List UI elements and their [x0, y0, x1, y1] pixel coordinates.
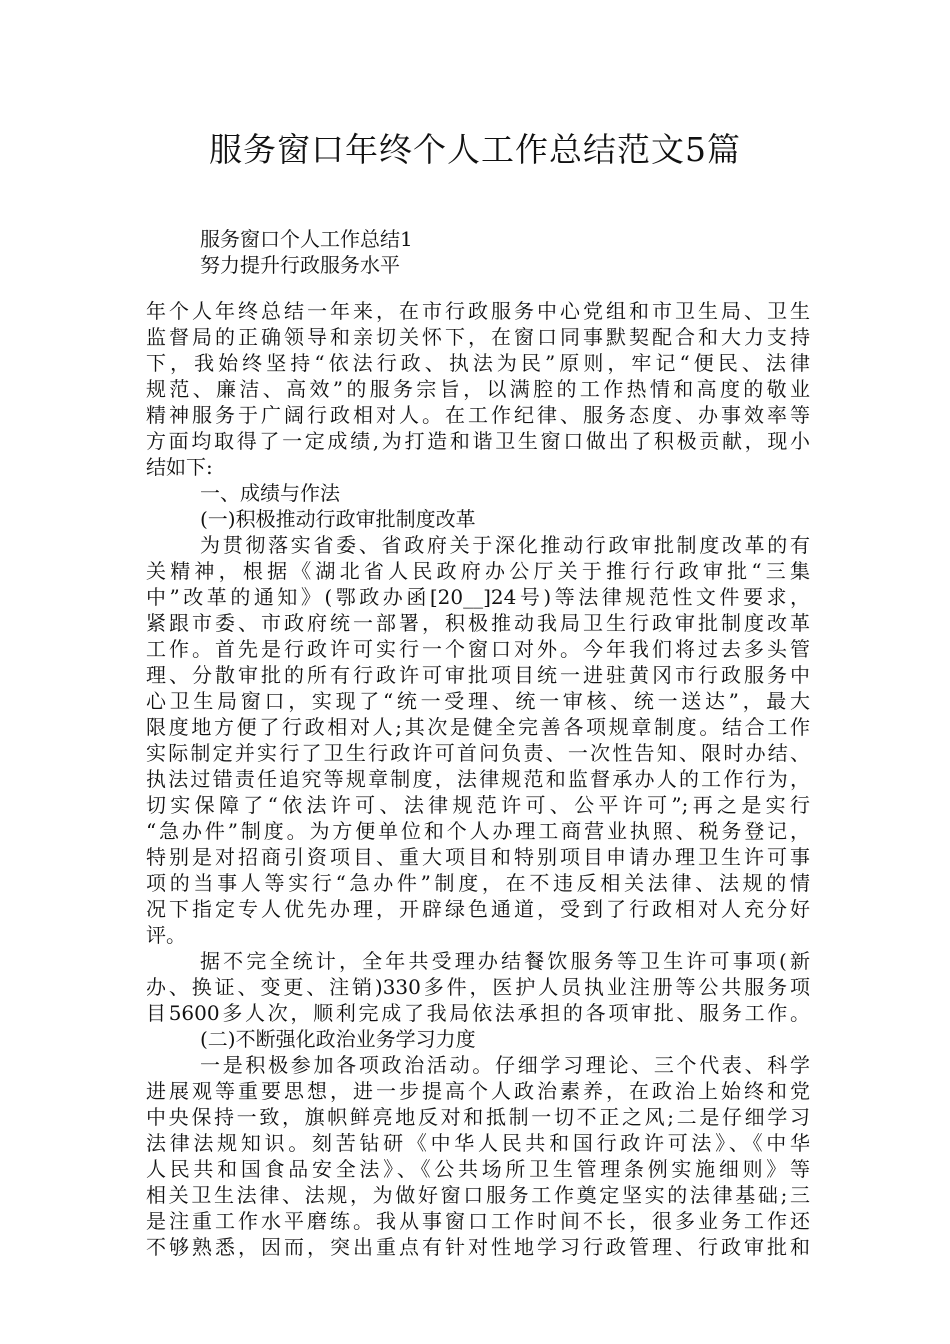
body-line: 一、成绩与作法	[200, 481, 340, 505]
body-line: 目5600多人次，顺利完成了我局依法承担的各项审批、服务工作。	[146, 1001, 810, 1025]
body-line: 监督局的正确领导和亲切关怀下，在窗口同事默契配合和大力支持	[146, 325, 810, 349]
body-line: 况下指定专人优先办理，开辟绿色通道，受到了行政相对人充分好	[146, 897, 810, 921]
body-line: 结如下:	[146, 455, 213, 479]
body-line: 规范、廉洁、高效”的服务宗旨，以满腔的工作热情和高度的敬业	[146, 377, 810, 401]
body-line: 限度地方便了行政相对人;其次是健全完善各项规章制度。结合工作	[146, 715, 810, 739]
body-line: 为贯彻落实省委、省政府关于深化推动行政审批制度改革的有	[200, 533, 810, 557]
body-line: 中”改革的通知》(鄂政办函[20__]24号)等法律规范性文件要求，	[146, 585, 810, 609]
body-line: 一是积极参加各项政治活动。仔细学习理论、三个代表、科学	[200, 1053, 810, 1077]
body-line: 人民共和国食品安全法》、《公共场所卫生管理条例实施细则》等	[146, 1157, 810, 1181]
body-line: 评。	[146, 923, 186, 947]
body-line: 心卫生局窗口，实现了“统一受理、统一审核、统一送达”，最大	[146, 689, 810, 713]
body-line: 中央保持一致，旗帜鲜亮地反对和抵制一切不正之风;二是仔细学习	[146, 1105, 810, 1129]
body-line: 是注重工作水平磨练。我从事窗口工作时间不长，很多业务工作还	[146, 1209, 810, 1233]
body-line: 关精神，根据《湖北省人民政府办公厅关于推行行政审批“三集	[146, 559, 810, 583]
subtitle-line-1: 服务窗口个人工作总结1	[200, 227, 413, 251]
body-line: 进展观等重要思想，进一步提高个人政治素养，在政治上始终和党	[146, 1079, 810, 1103]
body-line: 切实保障了“依法许可、法律规范许可、公平许可”;再之是实行	[146, 793, 810, 817]
body-line: 下，我始终坚持“依法行政、执法为民”原则，牢记“便民、法律	[146, 351, 810, 375]
body-line: 实际制定并实行了卫生行政许可首问负责、一次性告知、限时办结、	[146, 741, 810, 765]
document-title: 服务窗口年终个人工作总结范文5篇	[209, 130, 741, 169]
body-line: 方面均取得了一定成绩,为打造和谐卫生窗口做出了积极贡献，现小	[146, 429, 810, 453]
body-line: 不够熟悉，因而，突出重点有针对性地学习行政管理、行政审批和	[146, 1235, 810, 1259]
body-line: 法律法规知识。刻苦钻研《中华人民共和国行政许可法》、《中华	[146, 1131, 810, 1155]
body-line: 办、换证、变更、注销)330多件，医护人员执业注册等公共服务项	[146, 975, 810, 999]
body-line: (二)不断强化政治业务学习力度	[200, 1027, 476, 1051]
body-line: 工作。首先是行政许可实行一个窗口对外。今年我们将过去多头管	[146, 637, 810, 661]
subtitle-block	[200, 226, 413, 278]
body-text	[146, 298, 810, 1260]
body-line: 紧跟市委、市政府统一部署，积极推动我局卫生行政审批制度改革	[146, 611, 810, 635]
body-line: 执法过错责任追究等规章制度，法律规范和监督承办人的工作行为，	[146, 767, 810, 791]
subtitle-line-2: 努力提升行政服务水平	[200, 253, 400, 277]
body-line: 精神服务于广阔行政相对人。在工作纪律、服务态度、办事效率等	[146, 403, 810, 427]
body-line: 理、分散审批的所有行政许可审批项目统一进驻黄冈市行政服务中	[146, 663, 810, 687]
body-line: 相关卫生法律、法规，为做好窗口服务工作奠定坚实的法律基础;三	[146, 1183, 810, 1207]
body-line: 特别是对招商引资项目、重大项目和特别项目申请办理卫生许可事	[146, 845, 810, 869]
body-line: 据不完全统计，全年共受理办结餐饮服务等卫生许可事项(新	[200, 949, 810, 973]
body-line: “急办件”制度。为方便单位和个人办理工商营业执照、税务登记，	[146, 819, 810, 843]
body-line: (一)积极推动行政审批制度改革	[200, 507, 476, 531]
body-line: 项的当事人等实行“急办件”制度，在不违反相关法律、法规的情	[146, 871, 810, 895]
body-line: 年个人年终总结一年来，在市行政服务中心党组和市卫生局、卫生	[146, 299, 810, 323]
